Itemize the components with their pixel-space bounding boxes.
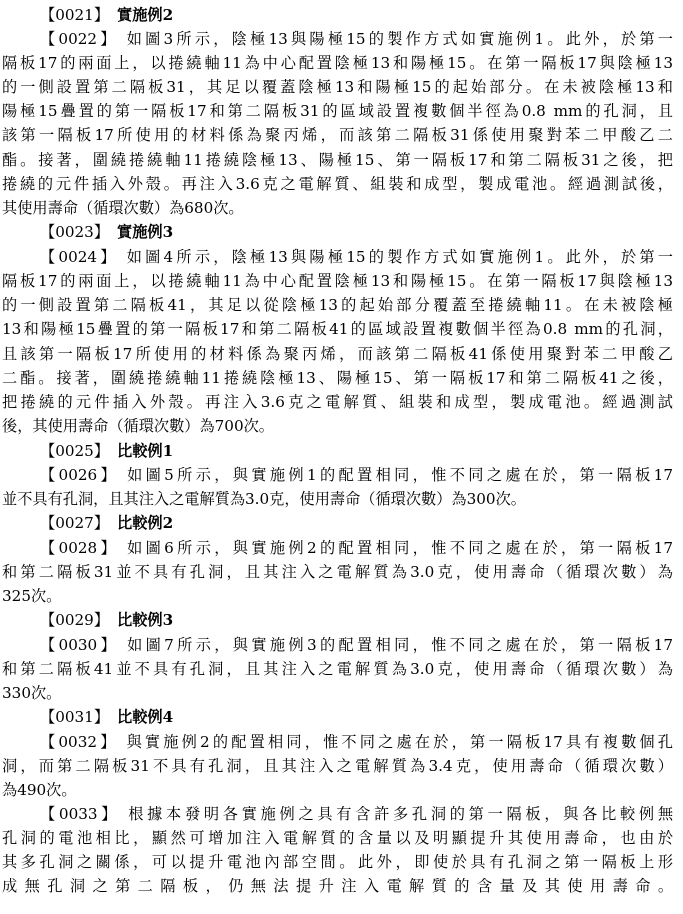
- text-line: [40, 705, 173, 729]
- line-text: 如圖4所示，陰極13與陽極15的製作方式如實施例1。此外，於第一: [126, 248, 673, 266]
- paragraph-number: 【0029】: [40, 611, 110, 629]
- line-text: 的一側設置第二隔板41，其足以從陰極13的起始部分覆蓋至捲繞軸11。在未被陰極: [2, 296, 673, 314]
- line-text: 陽極15疊置的第一隔板17和第二隔板31的區域設置複數個半徑為0.8 mm的孔洞，且: [2, 102, 673, 120]
- paragraph-number: 【0023】: [40, 223, 110, 241]
- paragraph-number: 【0031】: [40, 708, 110, 726]
- text-line: [40, 511, 173, 535]
- text-line: [2, 414, 274, 438]
- text-line: [2, 342, 673, 366]
- paragraph-number: 【0028】: [40, 539, 120, 557]
- text-line: [40, 463, 673, 487]
- line-text: 為490次。: [2, 781, 77, 799]
- text-line: [40, 536, 673, 560]
- text-line: [2, 826, 673, 850]
- text-line: [2, 293, 673, 317]
- paragraph-number: 【0022】: [40, 30, 119, 48]
- text-line: [2, 317, 673, 341]
- paragraph-number: 【0026】: [40, 466, 120, 484]
- text-line: [40, 802, 673, 826]
- text-line: [2, 99, 673, 123]
- text-line: [40, 220, 173, 244]
- line-text: 酯。接著，圍繞捲繞軸11捲繞陰極13、陽極15、第一隔板17和第二隔板31之後，把: [2, 151, 673, 169]
- line-text: 成無孔洞之第二隔板，仍無法提升注入電解質的含量及其使用壽命。: [2, 877, 673, 895]
- text-line: [2, 560, 673, 584]
- line-text: 如圖3所示，陰極13與陽極15的製作方式如實施例1。此外，於第一: [126, 30, 673, 48]
- line-text: 該第一隔板17所使用的材料係為聚丙烯，而該第二隔板31係使用聚對苯二甲酸乙二: [2, 126, 673, 144]
- paragraph-number: 【0027】: [40, 514, 110, 532]
- text-line: [2, 850, 673, 874]
- text-line: [2, 123, 673, 147]
- line-text: 隔板17的兩面上，以捲繞軸11為中心配置陰極13和陽極15。在第一隔板17與陰極13: [2, 54, 673, 72]
- line-text: 孔洞的電池相比，顯然可增加注入電解質的含量以及明顯提升其使用壽命，也由於: [2, 829, 673, 847]
- paragraph-number: 【0033】: [40, 805, 121, 823]
- text-line: [40, 439, 173, 463]
- text-line: [2, 874, 673, 898]
- paragraph-number: 【0021】: [40, 6, 110, 24]
- text-line: [2, 269, 673, 293]
- text-line: [2, 51, 673, 75]
- text-line: [2, 657, 673, 681]
- line-text: 把捲繞的元件插入外殼。再注入3.6克之電解質、組裝和成型，製成電池。經過測試: [2, 393, 673, 411]
- text-line: [2, 148, 673, 172]
- paragraph-number: 【0032】: [40, 733, 119, 751]
- text-line: [2, 196, 244, 220]
- text-line: [2, 584, 61, 608]
- text-line: [40, 27, 673, 51]
- line-text: 後，其使用壽命（循環次數）為700次。: [2, 417, 274, 435]
- text-line: [2, 172, 673, 196]
- text-line: [2, 390, 673, 414]
- line-text: 如圖5所示，與實施例1的配置相同，惟不同之處在於，第一隔板17: [127, 466, 674, 484]
- line-text: 13和陽極15疊置的第一隔板17和第二隔板41的區域設置複數個半徑為0.8 mm的孔洞，: [2, 320, 673, 338]
- line-text: 和第二隔板41並不具有孔洞，且其注入之電解質為3.0克，使用壽命（循環次數）為: [2, 660, 673, 678]
- line-text: 根據本發明各實施例之具有含許多孔洞的第一隔板，與各比較例無: [128, 805, 674, 823]
- paragraph-number: 【0024】: [40, 248, 119, 266]
- text-line: [2, 681, 61, 705]
- text-line: [40, 730, 673, 754]
- line-text: 330次。: [2, 684, 62, 702]
- line-text: 並不具有孔洞，且其注入之電解質為3.0克，使用壽命（循環次數）為300次。: [2, 490, 526, 508]
- text-line: [2, 487, 526, 511]
- section-heading: 比較例1: [117, 442, 174, 460]
- text-line: [40, 608, 173, 632]
- line-text: 且該第一隔板17所使用的材料係為聚丙烯，而該第二隔板41係使用聚對苯二甲酸乙: [2, 345, 673, 363]
- line-text: 其多孔洞之關係，可以提升電池內部空間。此外，即使於具有孔洞之第一隔板上形: [2, 853, 673, 871]
- line-text: 如圖6所示，與實施例2的配置相同，惟不同之處在於，第一隔板17: [127, 539, 674, 557]
- text-line: [2, 75, 673, 99]
- line-text: 其使用壽命（循環次數）為680次。: [2, 199, 244, 217]
- text-line: [2, 366, 673, 390]
- line-text: 隔板17的兩面上，以捲繞軸11為中心配置陰極13和陽極15。在第一隔板17與陰極13: [2, 272, 673, 290]
- section-heading: 比較例2: [117, 514, 174, 532]
- line-text: 325次。: [2, 587, 62, 605]
- paragraph-number: 【0030】: [40, 636, 120, 654]
- line-text: 二酯。接著，圍繞捲繞軸11捲繞陰極13、陽極15、第一隔板17和第二隔板41之後，: [2, 369, 673, 387]
- line-text: 的一側設置第二隔板31，其足以覆蓋陰極13和陽極15的起始部分。在未被陰極13和: [2, 78, 673, 96]
- line-text: 與實施例2的配置相同，惟不同之處在於，第一隔板17具有複數個孔: [126, 733, 673, 751]
- text-line: [2, 778, 77, 802]
- text-line: [2, 754, 673, 778]
- section-heading: 比較例3: [117, 611, 174, 629]
- line-text: 和第二隔板31並不具有孔洞，且其注入之電解質為3.0克，使用壽命（循環次數）為: [2, 563, 673, 581]
- text-line: [40, 633, 673, 657]
- text-line: [40, 245, 673, 269]
- paragraph-number: 【0025】: [40, 442, 110, 460]
- section-heading: 實施例2: [117, 6, 174, 24]
- line-text: 洞，而第二隔板31不具有孔洞，且其注入之電解質為3.4克，使用壽命（循環次數）: [2, 757, 673, 775]
- section-heading: 比較例4: [117, 708, 174, 726]
- line-text: 捲繞的元件插入外殼。再注入3.6克之電解質、組裝和成型，製成電池。經過測試後，: [2, 175, 673, 193]
- section-heading: 實施例3: [117, 223, 174, 241]
- text-line: [40, 3, 173, 27]
- line-text: 如圖7所示，與實施例3的配置相同，惟不同之處在於，第一隔板17: [127, 636, 674, 654]
